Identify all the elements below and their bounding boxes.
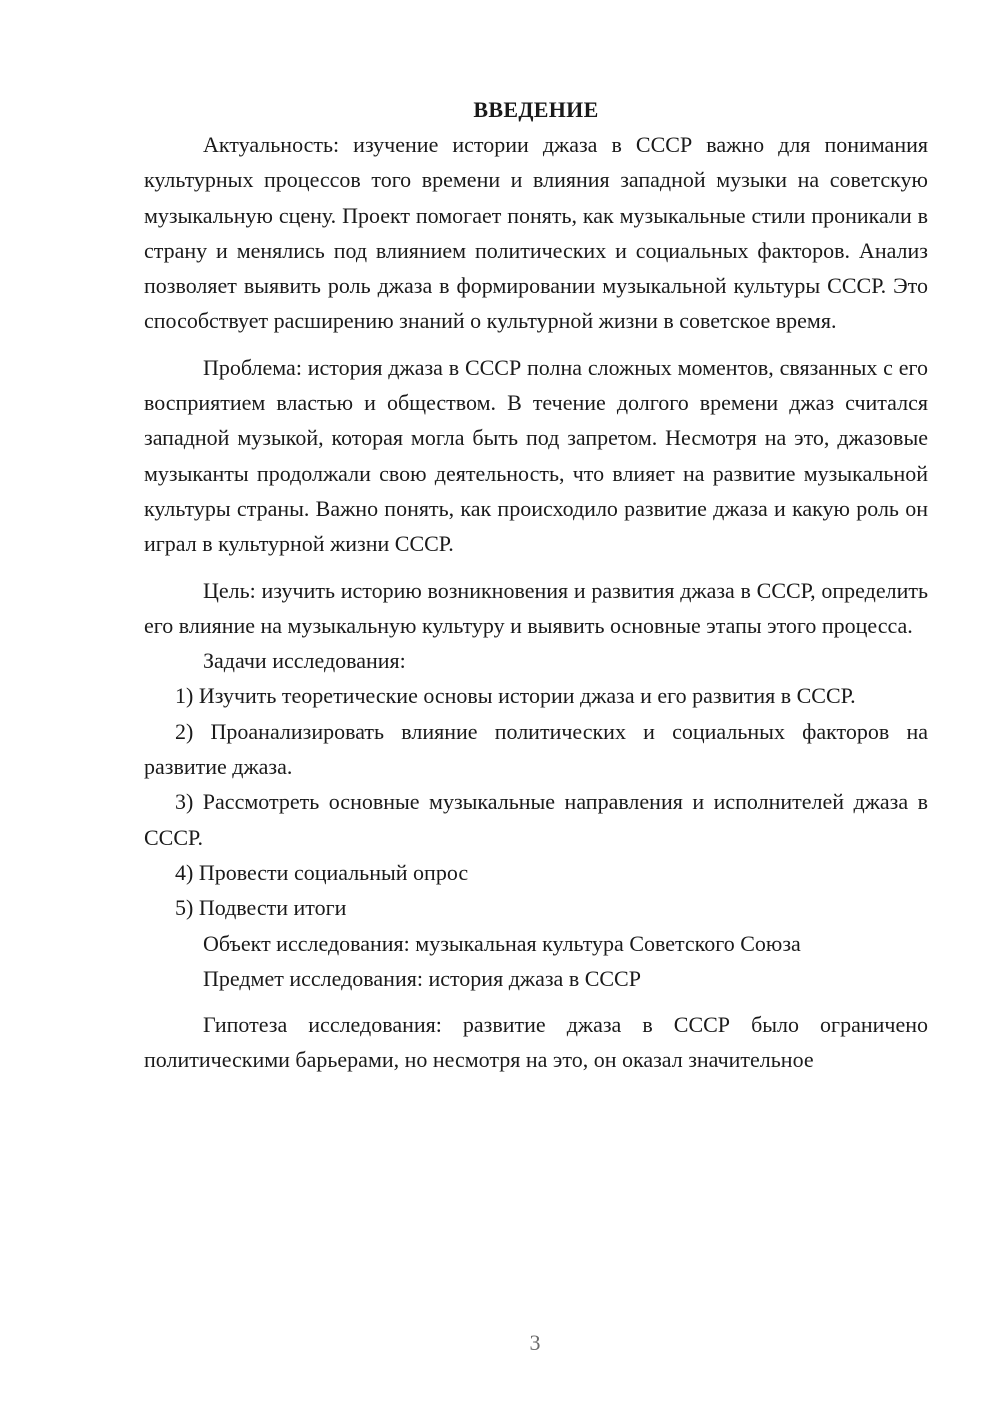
goal-paragraph: Цель: изучить историю возникновения и развития джаза в СССР, определить его влияние на музыкальную культуру и выявить основные этапы этого процесса.	[144, 577, 928, 638]
task-item-4: 4) Провести социальный опрос	[175, 859, 469, 885]
tasks-heading: Задачи исследования:	[203, 648, 406, 674]
task-item-5: 5) Подвести итоги	[175, 895, 347, 921]
task-item-2: 2) Проанализировать влияние политических и социальных факторов на развитие джаза.	[144, 718, 928, 780]
page-number: 3	[529, 1330, 541, 1355]
page-heading: ВВЕДЕНИЕ	[473, 97, 599, 122]
relevance-paragraph: Актуальность: изучение истории джаза в СССР важно для понимания культурных процессов того времени и влияния западной музыки на советскую музыкальную сцену. Проект помогает понять, как музыкальные стили проникали в страну и менялись под влиянием политических и социальных факторов. Анализ позволяет выявить роль джаза в формировании музыкальной культуры СССР. Это способствует расширению знаний о культурной жизни в советское время.	[144, 132, 928, 334]
page-content	[144, 92, 928, 1078]
task-item-1: 1) Изучить теоретические основы истории джаза и его развития в СССР.	[175, 683, 856, 709]
task-item-3: 3) Рассмотреть основные музыкальные направления и исполнителей джаза в СССР.	[144, 789, 928, 850]
problem-paragraph: Проблема: история джаза в СССР полна сложных моментов, связанных с его восприятием властью и обществом. В течение долгого времени джаз считался западной музыкой, которая могла быть под запретом. Несмотря на это, джазовые музыканты продолжали свою деятельность, что влияет на развитие музыкальной культуры страны. Важно понять, как происходило развитие джаза и какую роль он играл в культурной жизни СССР.	[144, 354, 928, 557]
object-line: Объект исследования: музыкальная культура Советского Союза	[203, 930, 801, 956]
hypothesis-paragraph: Гипотеза исследования: развитие джаза в СССР было ограничено политическими барьерами, но несмотря на это, он оказал значительное	[144, 1012, 928, 1073]
subject-line: Предмет исследования: история джаза в СССР	[203, 965, 641, 991]
